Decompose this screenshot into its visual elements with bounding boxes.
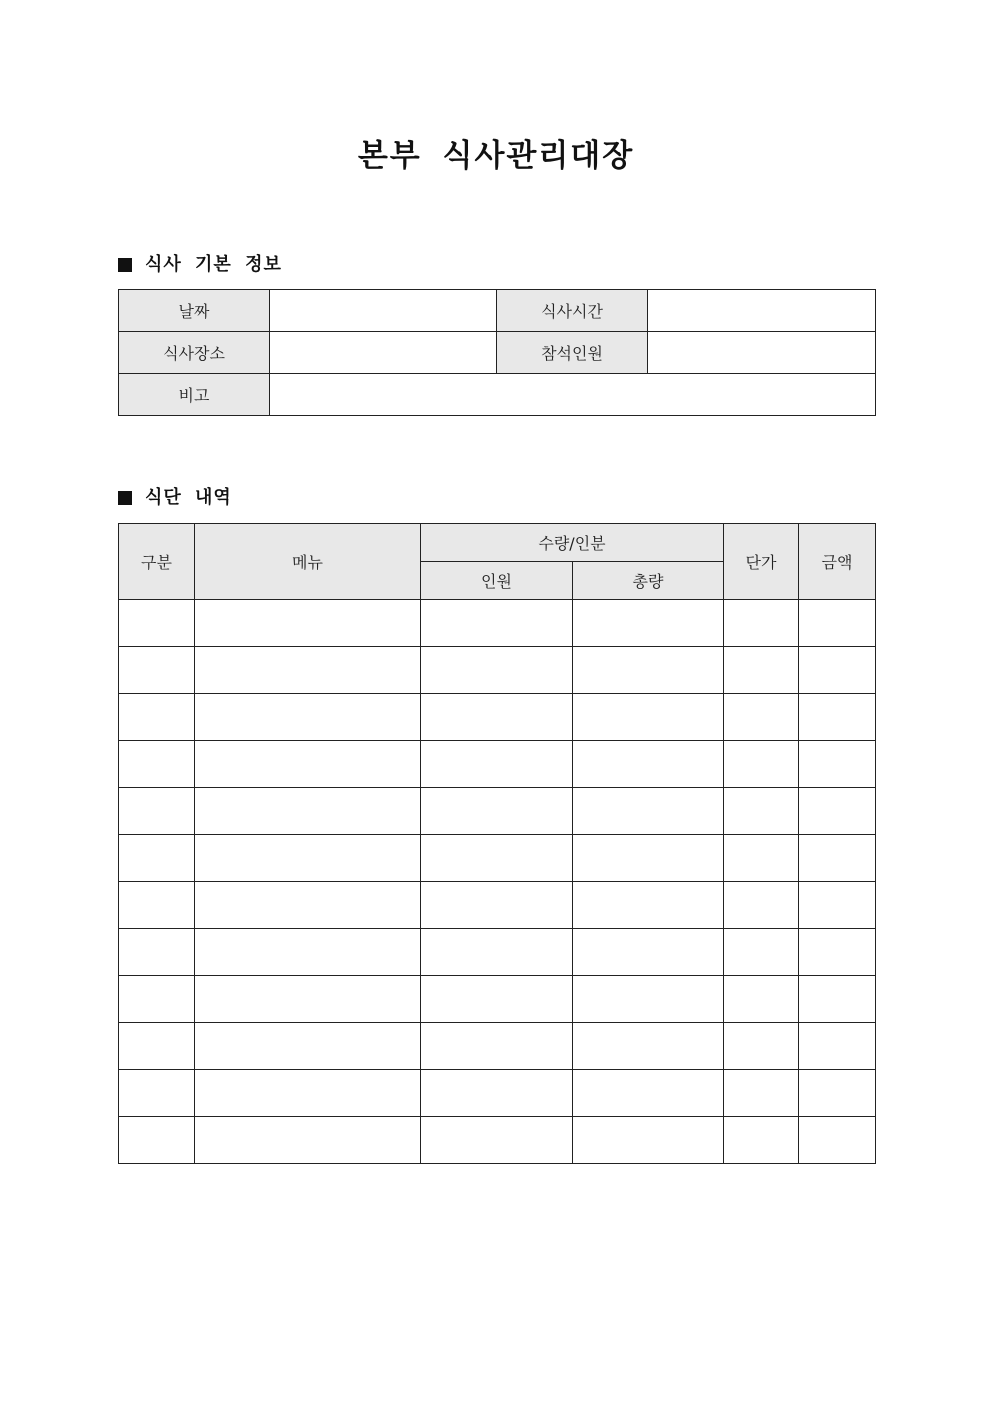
category-cell[interactable]	[119, 929, 195, 976]
menu-rows	[119, 600, 876, 1164]
category-header: 구분	[119, 524, 195, 600]
unit-price-cell[interactable]	[724, 1070, 799, 1117]
remarks-label: 비고	[119, 374, 270, 416]
meal-time-field[interactable]	[648, 290, 876, 332]
amount-cell[interactable]	[799, 1070, 876, 1117]
menu-header-row-1	[119, 524, 876, 562]
total-amount-cell[interactable]	[573, 741, 724, 788]
meal-place-label: 식사장소	[119, 332, 270, 374]
unit-price-cell[interactable]	[724, 788, 799, 835]
square-bullet-icon	[118, 491, 132, 505]
table-row	[119, 788, 876, 835]
menu-details-heading	[118, 486, 232, 510]
info-row-place-attendees	[119, 332, 876, 374]
persons-cell[interactable]	[421, 647, 573, 694]
category-cell[interactable]	[119, 600, 195, 647]
menu-cell[interactable]	[195, 741, 421, 788]
date-field[interactable]	[270, 290, 497, 332]
table-row	[119, 929, 876, 976]
amount-cell[interactable]	[799, 788, 876, 835]
amount-cell[interactable]	[799, 835, 876, 882]
total-amount-cell[interactable]	[573, 1070, 724, 1117]
category-cell[interactable]	[119, 1070, 195, 1117]
amount-cell[interactable]	[799, 1023, 876, 1070]
unit-price-cell[interactable]	[724, 835, 799, 882]
category-cell[interactable]	[119, 882, 195, 929]
total-amount-cell[interactable]	[573, 882, 724, 929]
menu-details-table	[118, 523, 876, 1164]
unit-price-cell[interactable]	[724, 647, 799, 694]
amount-cell[interactable]	[799, 647, 876, 694]
menu-cell[interactable]	[195, 976, 421, 1023]
menu-header: 메뉴	[195, 524, 421, 600]
attendees-field[interactable]	[648, 332, 876, 374]
unit-price-cell[interactable]	[724, 694, 799, 741]
basic-info-heading	[118, 253, 282, 277]
menu-cell[interactable]	[195, 1117, 421, 1164]
table-row	[119, 1117, 876, 1164]
unit-price-header: 단가	[724, 524, 799, 600]
category-cell[interactable]	[119, 976, 195, 1023]
meal-time-label: 식사시간	[497, 290, 648, 332]
menu-details-heading-text: 식단 내역	[145, 487, 232, 508]
menu-cell[interactable]	[195, 1023, 421, 1070]
table-row	[119, 741, 876, 788]
amount-cell[interactable]	[799, 1117, 876, 1164]
category-cell[interactable]	[119, 1117, 195, 1164]
persons-cell[interactable]	[421, 788, 573, 835]
attendees-label: 참석인원	[497, 332, 648, 374]
table-row	[119, 694, 876, 741]
amount-cell[interactable]	[799, 976, 876, 1023]
category-cell[interactable]	[119, 647, 195, 694]
unit-price-cell[interactable]	[724, 882, 799, 929]
square-bullet-icon	[118, 258, 132, 272]
info-row-date-time	[119, 290, 876, 332]
unit-price-cell[interactable]	[724, 976, 799, 1023]
menu-cell[interactable]	[195, 694, 421, 741]
total-amount-cell[interactable]	[573, 647, 724, 694]
table-row	[119, 1023, 876, 1070]
persons-cell[interactable]	[421, 1070, 573, 1117]
basic-info-heading-text: 식사 기본 정보	[145, 254, 282, 275]
table-row	[119, 600, 876, 647]
menu-cell[interactable]	[195, 600, 421, 647]
persons-cell[interactable]	[421, 882, 573, 929]
amount-cell[interactable]	[799, 600, 876, 647]
date-label: 날짜	[119, 290, 270, 332]
quantity-per-person-header: 수량/인분	[421, 524, 724, 562]
category-cell[interactable]	[119, 694, 195, 741]
amount-header: 금액	[799, 524, 876, 600]
menu-cell[interactable]	[195, 1070, 421, 1117]
total-amount-cell[interactable]	[573, 929, 724, 976]
basic-info-table	[118, 289, 876, 416]
unit-price-cell[interactable]	[724, 929, 799, 976]
total-amount-cell[interactable]	[573, 788, 724, 835]
category-cell[interactable]	[119, 1023, 195, 1070]
amount-cell[interactable]	[799, 882, 876, 929]
total-amount-header: 총량	[573, 562, 724, 600]
table-row	[119, 882, 876, 929]
category-cell[interactable]	[119, 835, 195, 882]
menu-cell[interactable]	[195, 647, 421, 694]
total-amount-cell[interactable]	[573, 835, 724, 882]
table-row	[119, 976, 876, 1023]
persons-cell[interactable]	[421, 976, 573, 1023]
menu-cell[interactable]	[195, 788, 421, 835]
table-row	[119, 647, 876, 694]
total-amount-cell[interactable]	[573, 1117, 724, 1164]
category-cell[interactable]	[119, 741, 195, 788]
unit-price-cell[interactable]	[724, 600, 799, 647]
persons-cell[interactable]	[421, 929, 573, 976]
total-amount-cell[interactable]	[573, 600, 724, 647]
info-row-remarks	[119, 374, 876, 416]
persons-cell[interactable]	[421, 694, 573, 741]
persons-cell[interactable]	[421, 600, 573, 647]
persons-header: 인원	[421, 562, 573, 600]
persons-cell[interactable]	[421, 1023, 573, 1070]
persons-cell[interactable]	[421, 1117, 573, 1164]
table-row	[119, 1070, 876, 1117]
remarks-field[interactable]	[270, 374, 876, 416]
unit-price-cell[interactable]	[724, 1117, 799, 1164]
unit-price-cell[interactable]	[724, 1023, 799, 1070]
menu-cell[interactable]	[195, 929, 421, 976]
amount-cell[interactable]	[799, 741, 876, 788]
amount-cell[interactable]	[799, 694, 876, 741]
persons-cell[interactable]	[421, 835, 573, 882]
meal-place-field[interactable]	[270, 332, 497, 374]
menu-cell[interactable]	[195, 835, 421, 882]
menu-cell[interactable]	[195, 882, 421, 929]
unit-price-cell[interactable]	[724, 741, 799, 788]
persons-cell[interactable]	[421, 741, 573, 788]
total-amount-cell[interactable]	[573, 1023, 724, 1070]
total-amount-cell[interactable]	[573, 694, 724, 741]
category-cell[interactable]	[119, 788, 195, 835]
table-row	[119, 835, 876, 882]
page-title: 본부 식사관리대장	[357, 138, 635, 174]
total-amount-cell[interactable]	[573, 976, 724, 1023]
amount-cell[interactable]	[799, 929, 876, 976]
